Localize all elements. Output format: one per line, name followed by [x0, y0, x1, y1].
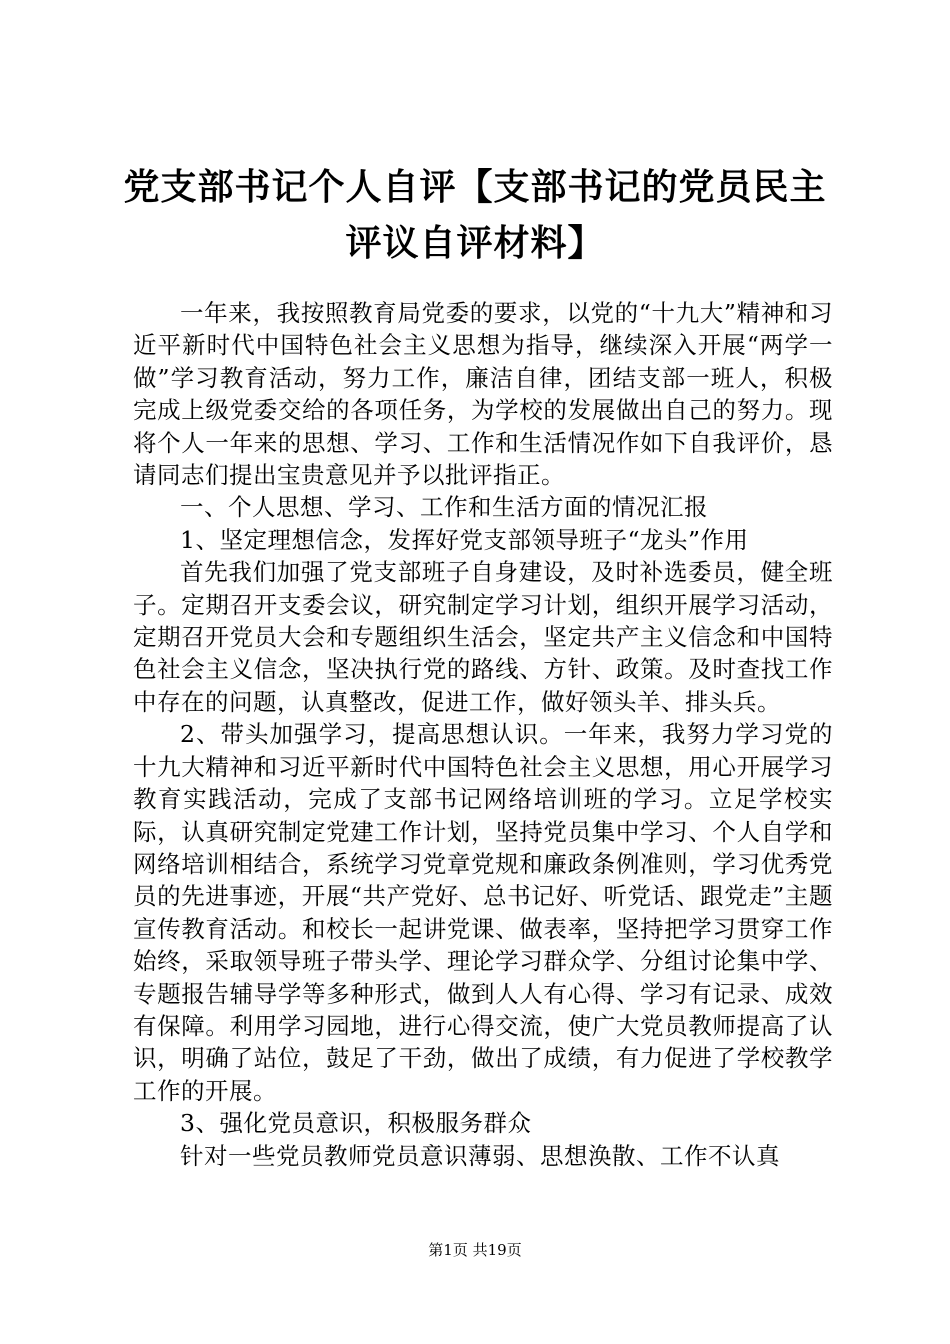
paragraph-1: 首先我们加强了党支部班子自身建设，及时补选委员，健全班子。定期召开支委会议，研究制定学习计划，组织开展学习活动，定期召开党员大会和专题组织生活会，坚定共产主义信念和中国特色社会主义信念，坚决执行党的路线、方针、政策。及时查找工作中存在的问题，认真整改，促进工作，做好领头羊、排头兵。 — [133, 558, 833, 716]
page-number-footer: 第1页 共19页 — [428, 1241, 522, 1259]
section-heading-1: 一、个人思想、学习、工作和生活方面的情况汇报 — [180, 493, 708, 522]
paragraph-2: 2、带头加强学习，提高思想认识。一年来，我努力学习党的十九大精神和习近平新时代中国特色社会主义思想，用心开展学习教育实践活动，完成了支部书记网络培训班的学习。立足学校实际，认真研究制定党建工作计划，坚持党员集中学习、个人自学和网络培训相结合，系统学习党章党规和廉政条例准则，学习优秀党员的先进事迹，开展“共产党好、总书记好、听党话、跟党走”主题宣传教育活动。和校长一起讲党课、做表率，坚持把学习贯穿工作始终，采取领导班子带头学、理论学习群众学、分组讨论集中学、专题报告辅导学等多种形式，做到人人有心得、学习有记录、成效有保障。利用学习园地，进行心得交流，使广大党员教师提高了认识，明确了站位，鼓足了干劲，做出了成绩，有力促进了学校教学工作的开展。 — [133, 720, 833, 1105]
subheading-1: 1、坚定理想信念，发挥好党支部领导班子“龙头”作用 — [180, 525, 749, 554]
document-title: 党支部书记个人自评【支部书记的党员民主评议自评材料】 — [123, 167, 827, 264]
paragraph-intro: 一年来，我按照教育局党委的要求，以党的“十九大”精神和习近平新时代中国特色社会主义思想为指导，继续深入开展“两学一做”学习教育活动，努力工作，廉洁自律，团结支部一班人，积极完成上级党委交给的各项任务，为学校的发展做出自己的努力。现将个人一年来的思想、学习、工作和生活情况作如下自我评价，恳请同志们提出宝贵意见并予以批评指正。 — [133, 299, 833, 490]
subheading-3: 3、强化党员意识，积极服务群众 — [180, 1109, 532, 1138]
paragraph-3: 针对一些党员教师党员意识薄弱、思想涣散、工作不认真 — [180, 1141, 780, 1170]
document-body — [133, 297, 833, 1172]
